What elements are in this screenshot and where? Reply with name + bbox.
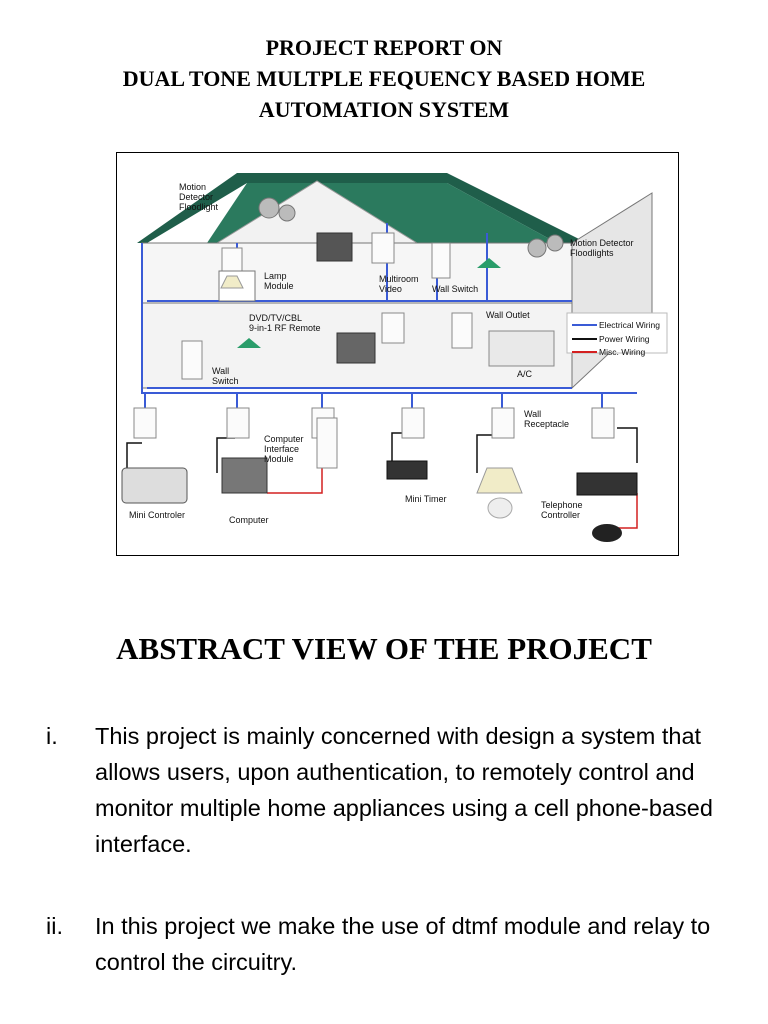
label-mini-controller: Mini Controler [129,510,186,520]
label-mini-timer: Mini Timer [405,494,447,504]
label-computer-interface-module: Computer Interface Module [264,434,304,464]
side-wall [572,193,652,388]
list-item-text: This project is mainly concerned with design a system that allows users, upon authentication, to remotely control and monitor multiple home appliances using a cell phone-based interface. [95,723,713,857]
mini-controller-device [122,468,187,503]
label-motion-detector-floodlight: Motion Detector Floodlight [179,182,219,212]
tv-top [317,233,352,261]
telephone-device [592,524,622,542]
telephone-controller-device [577,473,637,495]
home-automation-diagram [116,152,679,556]
power-wiring [127,428,637,483]
title-line-3: AUTOMATION SYSTEM [258,97,510,122]
label-dvd-remote: DVD/TV/CBL 9-in-1 RF Remote [249,313,321,333]
title-line-1: PROJECT REPORT ON [265,35,503,60]
computer-monitor [222,458,267,493]
list-item-number: i. [46,723,58,749]
list-item-text: In this project we make the use of dtmf module and relay to control the circuitry. [95,913,711,975]
label-lamp-module: Lamp Module [264,271,294,291]
section-heading: ABSTRACT VIEW OF THE PROJECT [116,631,652,666]
mini-timer-device [387,461,427,479]
label-wall-switch-top: Wall Switch [432,284,479,294]
label-telephone-controller: Telephone Controller [541,500,583,520]
title-line-2: DUAL TONE MULTPLE FEQUENCY BASED HOME [122,66,646,91]
floodlight-1 [259,198,279,218]
house-illustration [117,153,679,556]
label-wall-outlet: Wall Outlet [486,310,530,320]
label-ac: A/C [517,369,533,379]
receptacle-lamp [477,468,522,493]
upper-floor [142,243,572,303]
tv-bottom [337,333,375,363]
legend-misc: Misc. Wiring [599,347,646,357]
list-item-number: ii. [46,913,63,939]
label-wall-receptacle: Wall Receptacle [524,409,570,429]
label-multiroom-video: Multiroom Video [379,274,419,294]
ac-unit [489,331,554,366]
label-motion-detector-floodlights: Motion Detector Floodlights [570,238,634,258]
floodlight-2 [528,239,546,257]
report-title [0,32,768,125]
legend-electrical: Electrical Wiring [599,320,660,330]
label-wall-switch-left: Wall Switch [212,366,239,386]
legend-power: Power Wiring [599,334,650,344]
label-computer: Computer [229,515,269,525]
